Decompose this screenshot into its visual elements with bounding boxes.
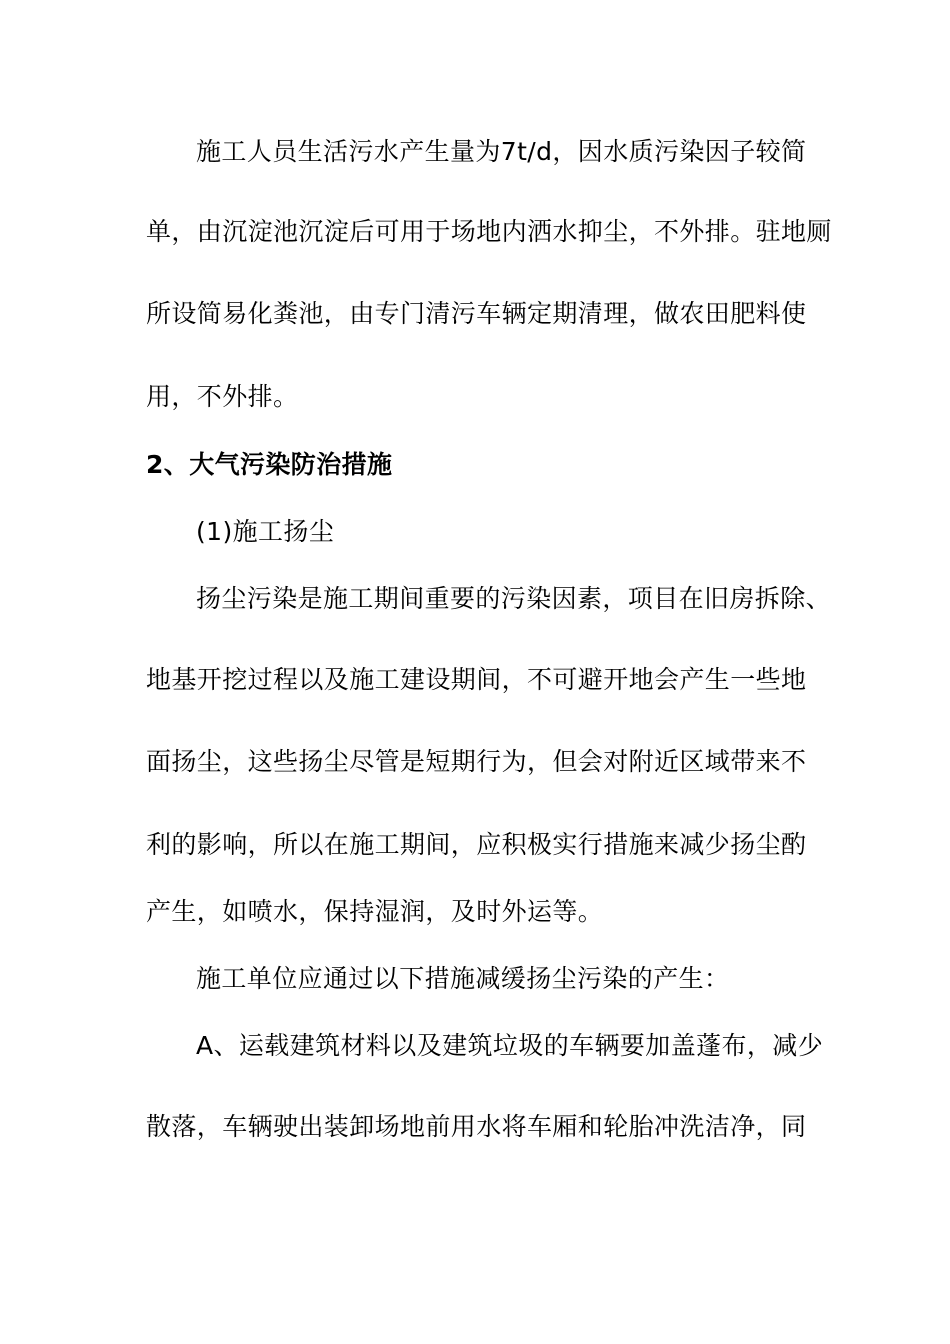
paragraph-line: 所设简易化粪池，由专门清污车辆定期清理，做农田肥料使 xyxy=(146,299,807,328)
paragraph-line: 施工人员生活污水产生量为7t/d，因水质污染因子较简 xyxy=(196,137,807,166)
section-heading: 2、大气污染防治措施 xyxy=(146,450,393,479)
paragraph-line: 单，由沉淀池沉淀后可用于场地内洒水抑尘，不外排。驻地厕 xyxy=(146,217,832,246)
subsection-heading: (1)施工扬尘 xyxy=(196,517,335,546)
list-item-line: A、运载建筑材料以及建筑垃圾的车辆要加盖蓬布，减少 xyxy=(196,1031,824,1060)
paragraph-line: 利的影响，所以在施工期间，应积极实行措施来减少扬尘酌 xyxy=(146,830,807,859)
paragraph-line: 面扬尘，这些扬尘尽管是短期行为，但会对附近区域带来不 xyxy=(146,747,807,776)
paragraph-line: 用，不外排。 xyxy=(146,382,299,411)
list-item-line: 散落，车辆驶出装卸场地前用水将车厢和轮胎冲洗洁净，同 xyxy=(146,1112,807,1141)
paragraph-line: 产生，如喷水，保持湿润，及时外运等。 xyxy=(146,897,604,926)
paragraph-line: 扬尘污染是施工期间重要的污染因素，项目在旧房拆除、 xyxy=(196,584,832,613)
paragraph-line: 施工单位应通过以下措施减缓扬尘污染的产生： xyxy=(196,964,730,993)
paragraph-line: 地基开挖过程以及施工建设期间，不可避开地会产生一些地 xyxy=(146,665,807,694)
